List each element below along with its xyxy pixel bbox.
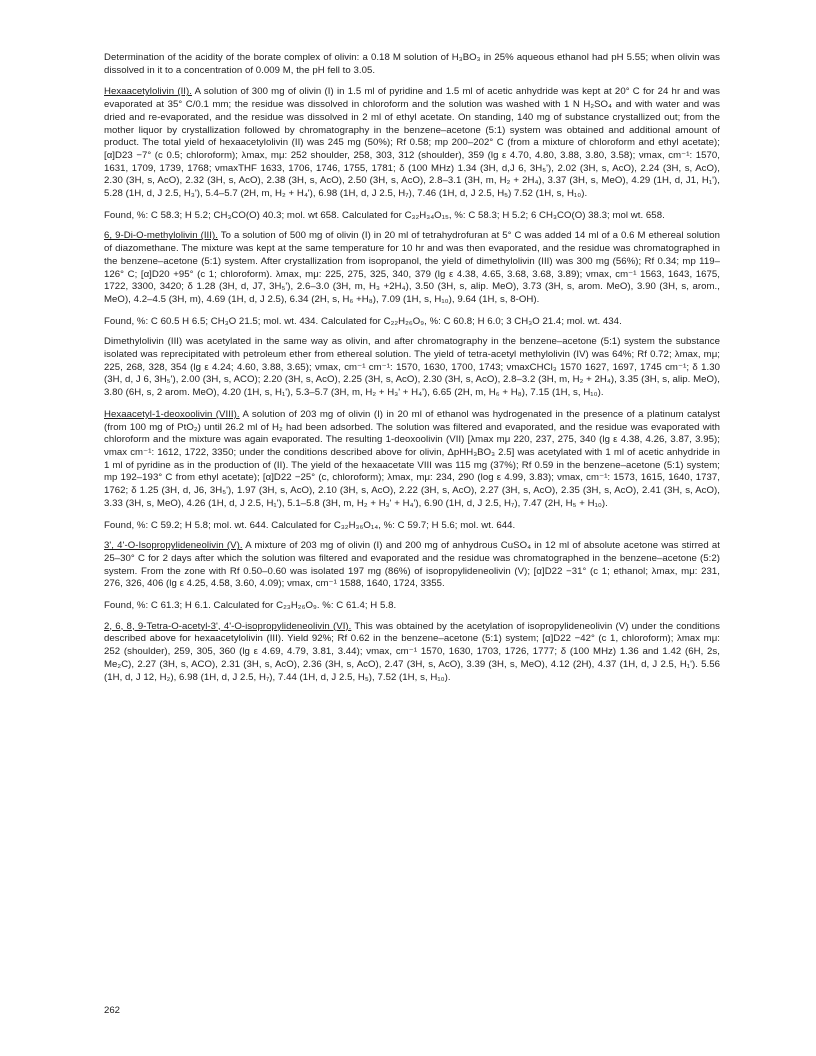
paragraph-hexaacetyl-deoxoolivin — [104, 409, 720, 511]
paragraph-tetraacetyl-isopropylideneolivin — [104, 621, 720, 685]
paragraph-text: Found, %: C 61.3; H 6.1. Calculated for C₂₃H₂₆O₉. %: C 61.4; H 5.8. — [104, 600, 397, 612]
paragraph-acidity — [104, 52, 720, 77]
section-heading: 6, 9-Di-O-methylolivin (III). — [104, 230, 218, 242]
paragraph-tetraacetyl-methylolivin — [104, 336, 720, 400]
paragraph-text: Found, %: C 58.3; H 5.2; CH₃CO(O) 40.3; mol. wt 658. Calculated for C₃₂H₃₄O₁₅, %: C 58.3; H 5.2; 6 CH₃CO(O) 38.3; mol wt. 658. — [104, 209, 665, 221]
paragraph-analysis-hexaacetylolivin — [104, 210, 720, 223]
paragraph-dimethylolivin — [104, 230, 720, 306]
document-body — [104, 52, 720, 693]
page-number: 262 — [104, 1005, 121, 1016]
paragraph-text: Found, %: C 60.5 H 6.5; CH₃O 21.5; mol. wt. 434. Calculated for C₂₂H₂₆O₉, %: C 60.8; H 6.0; 3 CH₃O 21.4; mol. wt. 434. — [104, 315, 622, 327]
paragraph-text: A solution of 300 mg of olivin (I) in 1.5 ml of pyridine and 1.5 ml of acetic anhydride was kept at 20° C for 24 hr and was evaporated at 35° C/0.1 mm; the residue was dissolved in chloroform and the solution was washed with 1 N H₂SO₄ and with water and was dried and re-evaporated, and the residue was dissolved in 2 ml of ethyl acetate. On standing, 140 mg of substance crystallized out; from the mother liquor by crystallization followed by chromatography in the benzene–acetone (5:1) system was obtained and additional amount of product. The total yield of hexaacetylolivin (II) was 245 mg (50%); Rf 0.58; mp 200–202° C (from a mixture of chloroform and ethyl acetate); [α]D23 −7° (c 0.5; chloroform); λmax, mμ: 252 shoulder, 258, 303, 312 (shoulder), 359 (lg ε 4.70, 4.80, 3.88, 3.80, 3.58); νmax, cm⁻¹: 1570, 1631, 1709, 1739, 1768; νmaxTHF 1633, 1706, 1746, 1755, 1781; δ (100 MHz) 1.34 (3H, d,J 6, 3H₅'), 2.02 (3H, s, AcO), 2.24 (3H, s, AcO), 2.30 (3H, s, AcO), 2.32 (3H, s, AcO), 2.38 (3H, s, AcO), 2.50 (3H, s, AcO), 2.8–3.1 (3H, m, H₂ + 2H₄), 3.37 (3H, s, MeO), 4.29 (1H, d, J1, H₁'), 5.28 (1H, d, J 2.5, H₃'), 5.4–5.7 (2H, m, H₂ + H₄'), 6.98 (1H, d, J 2.5, H₇), 7.46 (1H, d, J 2.5, H₅) 7.52 (1H, s, H₁₀). — [104, 86, 720, 200]
paragraph-text: To a solution of 500 mg of olivin (I) in 20 ml of tetrahydrofuran at 5° C was added 14 ml of a 0.6 M ethereal solution of diazomethane. The mixture was kept at the same temperature for 10 hr and was then evaporated, and the residue was chromatographed in the benzene–acetone (5:1) system. After crystallization from isopropanol, the yield of dimethylolivin (III) was 300 mg (56%); Rf 0.34; mp 119–126° C; [α]D20 +95° (c 1; chloroform). λmax, mμ: 225, 275, 325, 340, 379 (lg ε 4.38, 4.65, 3.68, 3.68, 3.89); νmax, cm⁻¹ 1563, 1643, 1675, 1722, 3300, 3420; δ 1.28 (3H, d, J7, 3H₅'), 2.6–3.0 (3H, m, H₃ +2H₄), 3.50 (3H, s, alip. MeO), 3.73 (3H, s, arom. MeO), 3.90 (3H, s, arom., MeO), 4.2–4.5 (3H, m), 4.69 (1H, d, J 2.5), 6.34 (2H, s, H₆ +H₈), 7.09 (1H, s, H₁₀), 9.64 (1H, s, 8-OH). — [104, 230, 720, 305]
paragraph-analysis-isopropylideneolivin — [104, 600, 720, 613]
section-heading: 2, 6, 8, 9-Tetra-O-acetyl-3', 4'-O-isopropylideneolivin (VI). — [104, 620, 352, 632]
section-heading: Hexaacetyl-1-deoxoolivin (VIII). — [104, 408, 240, 420]
paragraph-isopropylideneolivin — [104, 540, 720, 591]
paragraph-analysis-deoxoolivin — [104, 520, 720, 533]
paragraph-text: A mixture of 203 mg of olivin (I) and 200 mg of anhydrous CuSO₄ in 12 ml of absolute acetone was stirred at 25–30° C for 2 days after which the solution was filtered and evaporated and the residue was chromatographed in the benzene–acetone (5:2) system. From the zone with Rf 0.50–0.60 was isolated 197 mg (86%) of isopropylideneolivin (V); [α]D22 −31° (c 1; ethanol; λmax, mμ: 231, 276, 326, 406 (lg ε 4.25, 4.58, 3.60, 4.09); νmax, cm⁻¹ 1588, 1640, 1724, 3355. — [104, 540, 720, 590]
paragraph-text: Found, %: C 59.2; H 5.8; mol. wt. 644. Calculated for C₃₂H₃₆O₁₄, %: C 59.7; H 5.6; mol. wt. 644. — [104, 519, 516, 531]
paragraph-analysis-dimethylolivin — [104, 316, 720, 329]
section-heading: 3', 4'-O-Isopropylideneolivin (V). — [104, 540, 243, 552]
paragraph-text: Determination of the acidity of the borate complex of olivin: a 0.18 M solution of H₃BO₃ in 25% aqueous ethanol had pH 5.55; when olivin was dissolved in it to a concentration of 0.009 M, the pH fell to 3.05. — [104, 52, 720, 76]
paragraph-hexaacetylolivin — [104, 86, 720, 200]
paragraph-text: A solution of 203 mg of olivin (I) in 20 ml of ethanol was hydrogenated in the presence of a platinum catalyst (from 100 mg of PtO₂) until 26.2 ml of H₂ had been adsorbed. The solution was filtered and evaporated, and the residue was evaporated with chloroform and the mixture was again evaporated. The resulting 1-deoxoolivin (VII) [λmax mμ 220, 237, 275, 340 (lg ε 4.38, 4.26, 3.87, 3.95); νmax cm⁻¹: 1612, 1722, 3350; under the conditions described above for olivin, ΔpHH₃BO₃ 2.5] was acetylated with 1 ml of acetic anhydride in 1 ml of pyridine as in the production of (II). The yield of the hexaacetate VIII was 115 mg (37%); Rf 0.59 in the benzene–acetone (5:1) system; mp 192–193° C from ethyl acetate); [α]D22 −25° (c, chloroform); λmax, mμ: 234, 290 (log ε 4.99, 3.83); νmax, cm⁻¹: 1573, 1615, 1640, 1737, 1762; δ 1.25 (3H, d, J6, 3H₅'), 1.97 (3H, s, AcO), 2.10 (3H, s, AcO), 2.22 (3H, s, AcO), 2.27 (3H, s, AcO), 2.35 (3H, s, AcO), 2.41 (3H, s, AcO), 3.33 (3H, s, MeO), 4.26 (1H, d, J 2.5, H₁'), 5.1–5.8 (3H, m, H₂ + H₃' + H₄'), 6.90 (1H, d, J 2.5, H₇), 7.47 (2H, H₅ + H₁₀). — [104, 408, 721, 509]
section-heading: Hexaacetylolivin (II). — [104, 86, 192, 98]
paragraph-text: Dimethylolivin (III) was acetylated in the same way as olivin, and after chromatography in the benzene–acetone (5:1) system the substance isolated was reprecipitated with petroleum ether from ethereal solution. The yield of tetra-acetyl methylolivin (IV) was 64%; Rf 0.72; λmax, mμ; 225, 268, 328, 354 (lg ε 4.24; 4.60, 3.88, 3.65); νmax, cm⁻¹ cm⁻¹: 1570, 1630, 1700, 1743; νmaxCHCl₃ 1570 1627, 1697, 1745 cm⁻¹; δ 1.30 (3H, d, J 6, 3H₅'), 2.00 (3H, s, ACO); 2.20 (3H, s, AcO), 2.25 (3H, s, AcO), 2.30 (3H, s, AcO), 2.8–3.2 (3H, m, H₂ + 2H₄), 3.35 (3H, s, alip. MeO), 3.80 (6H, s, 2 arom. MeO), 4.20 (1H, s, H₁'), 5.3–5.7 (3H, m, H₂ + H₃' + H₄'), 6.65 (2H, m, H₆ + H₈), 7.15 (1H, s, H₁₀). — [104, 336, 720, 399]
paragraph-text: This was obtained by the acetylation of isopropylideneolivin (V) under the conditions described above for hexaacetylolivin (III). Yield 92%; Rf 0.62 in the benzene–acetone (5:1) system; [α]D22 −42° (c 1, chloroform); λmax mμ: 252 (shoulder), 259, 305, 360 (lg ε 4.69, 4.79, 3.81, 3.44); νmax, cm⁻¹ 1570, 1630, 1703, 1726, 1777; δ (100 MHz) 1.36 and 1.42 (6H, 2s, Me₂C), 2.27 (3H, s, ACO), 2.31 (3H, s, AcO), 2.36 (3H, s, AcO), 2.47 (3H, s, AcO), 3.39 (3H, s, MeO), 4.12 (2H), 4.37 (1H, d, J 2.5, H₁'). 5.56 (1H, d, J 12, H₂), 6.98 (1H, d, J 2.5, H₇), 7.44 (1H, d, J 2.5, H₅), 7.52 (1H, s, H₁₀). — [104, 620, 720, 683]
